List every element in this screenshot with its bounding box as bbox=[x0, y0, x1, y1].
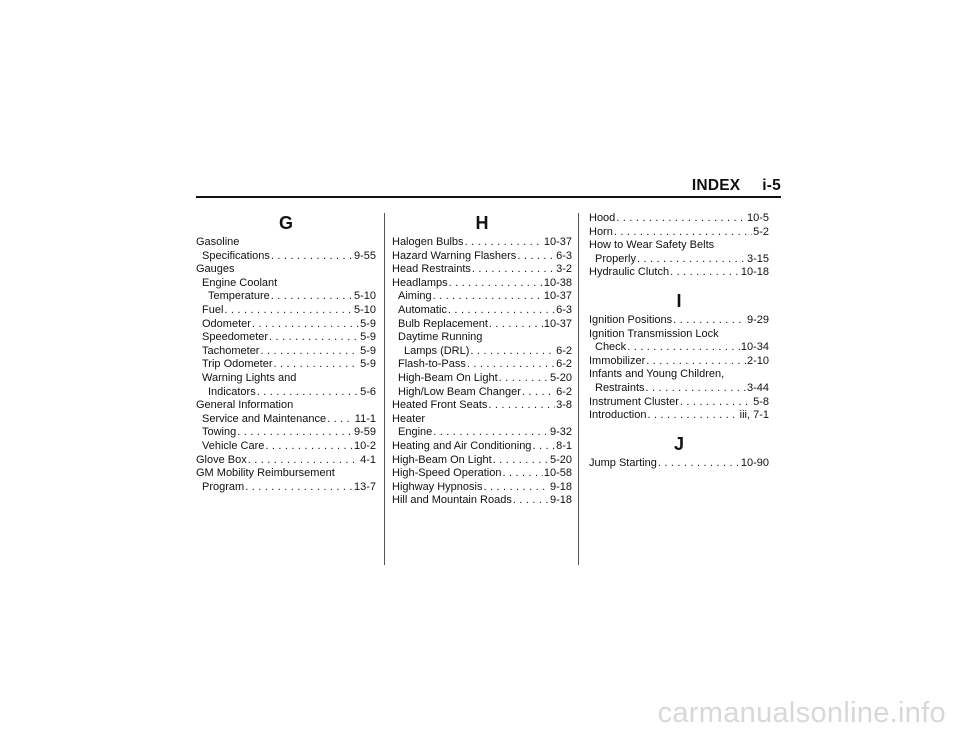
entry-label: Properly bbox=[595, 252, 636, 265]
entry-page-ref: 3-15 bbox=[746, 252, 769, 265]
entry-page-ref: 9-18 bbox=[549, 494, 572, 507]
entry-page-ref: 8-1 bbox=[556, 439, 572, 452]
dot-leader bbox=[274, 358, 360, 372]
entry-label: Gauges bbox=[196, 263, 235, 276]
entry-label: Indicators bbox=[208, 385, 256, 398]
entry-label: Engine Coolant bbox=[202, 276, 278, 289]
index-entry bbox=[589, 341, 769, 355]
dot-leader bbox=[614, 226, 752, 240]
dot-leader bbox=[489, 318, 543, 332]
index-entry bbox=[196, 481, 376, 495]
entry-label: Daytime Running bbox=[398, 331, 483, 344]
column-divider bbox=[384, 213, 385, 565]
dot-leader bbox=[627, 341, 740, 355]
entry-label: Hydraulic Clutch bbox=[589, 266, 670, 279]
index-entry bbox=[589, 314, 769, 328]
index-entry bbox=[196, 386, 376, 400]
entry-page-ref: 10-34 bbox=[740, 341, 769, 354]
entry-label: Gasoline bbox=[196, 236, 240, 248]
dot-leader bbox=[245, 481, 353, 495]
index-entry bbox=[392, 263, 572, 277]
entry-page-ref: 9-18 bbox=[549, 480, 572, 493]
entry-label: Warning Lights and bbox=[202, 371, 297, 384]
entry-label: Highway Hypnosis bbox=[392, 480, 483, 493]
entry-label: Towing bbox=[202, 426, 237, 439]
entry-label: Trip Odometer bbox=[202, 358, 273, 371]
index-entry bbox=[196, 358, 376, 372]
index-entry bbox=[392, 426, 572, 440]
entry-page-ref: 10-58 bbox=[543, 467, 572, 480]
entry-page-ref: 5-9 bbox=[360, 317, 376, 330]
dot-leader bbox=[647, 409, 738, 423]
entry-label: Hazard Warning Flashers bbox=[392, 249, 517, 262]
entry-label: GM Mobility Reimbursement bbox=[196, 467, 335, 480]
entry-label: Tachometer bbox=[202, 344, 260, 357]
entry-page-ref: 9-32 bbox=[549, 426, 572, 439]
entry-page-ref: 6-2 bbox=[556, 358, 572, 371]
index-entry bbox=[196, 290, 376, 304]
entry-label: Instrument Cluster bbox=[589, 395, 679, 408]
dot-leader bbox=[499, 372, 549, 386]
dot-leader bbox=[658, 457, 740, 471]
entry-label: High-Beam On Light bbox=[398, 371, 498, 384]
index-entry bbox=[392, 345, 572, 359]
dot-leader bbox=[449, 277, 543, 291]
entry-label: High/Low Beam Changer bbox=[398, 385, 521, 398]
entry-page-ref: 9-59 bbox=[353, 426, 376, 439]
index-entry bbox=[589, 328, 769, 342]
entry-label: Horn bbox=[589, 225, 613, 238]
dot-leader bbox=[637, 253, 746, 267]
dot-leader bbox=[257, 386, 359, 400]
entry-page-ref: 10-2 bbox=[353, 439, 376, 452]
entry-label: Service and Maintenance bbox=[202, 412, 327, 425]
entry-page-ref: 9-55 bbox=[353, 249, 376, 262]
dot-leader bbox=[470, 345, 555, 359]
entry-page-ref: 6-3 bbox=[556, 303, 572, 316]
entry-label: Flash-to-Pass bbox=[398, 358, 466, 371]
index-entry bbox=[392, 331, 572, 345]
entry-page-ref: 5-9 bbox=[360, 344, 376, 357]
index-entry bbox=[196, 304, 376, 318]
header-rule bbox=[196, 196, 781, 198]
index-entry bbox=[392, 467, 572, 481]
index-entry bbox=[392, 236, 572, 250]
entry-label: Heater bbox=[392, 412, 426, 425]
page-number: i-5 bbox=[762, 177, 781, 194]
index-entry bbox=[589, 382, 769, 396]
dot-leader bbox=[680, 396, 752, 410]
index-entry bbox=[589, 212, 769, 226]
index-entry bbox=[392, 304, 572, 318]
entry-page-ref: 5-6 bbox=[360, 385, 376, 398]
dot-leader bbox=[433, 426, 549, 440]
entry-label: Odometer bbox=[202, 317, 251, 330]
entry-page-ref: 3-2 bbox=[556, 263, 572, 276]
entry-page-ref: 6-2 bbox=[556, 344, 572, 357]
index-entry bbox=[196, 467, 376, 481]
dot-leader bbox=[448, 304, 555, 318]
dot-leader bbox=[522, 386, 555, 400]
entry-label: Engine bbox=[398, 426, 433, 439]
dot-leader bbox=[517, 250, 555, 264]
index-entry bbox=[392, 358, 572, 372]
index-entry bbox=[196, 413, 376, 427]
dot-leader bbox=[260, 345, 359, 359]
watermark: carmanualsonline.info bbox=[657, 697, 946, 729]
index-entry bbox=[392, 399, 572, 413]
entry-page-ref: 6-3 bbox=[556, 249, 572, 262]
entry-label: Glove Box bbox=[196, 453, 247, 466]
entry-label: Head Restraints bbox=[392, 263, 471, 276]
entry-label: Lamps (DRL) bbox=[404, 344, 470, 357]
entry-page-ref: 3-44 bbox=[746, 381, 769, 394]
entry-label: Infants and Young Children, bbox=[589, 368, 725, 381]
dot-leader bbox=[269, 331, 359, 345]
index-entry bbox=[392, 290, 572, 304]
section-title: INDEX bbox=[691, 177, 741, 194]
entry-label: Specifications bbox=[202, 249, 270, 262]
entry-label: Fuel bbox=[202, 303, 224, 316]
dot-leader bbox=[493, 454, 549, 468]
entry-label: Check bbox=[595, 341, 627, 354]
entry-page-ref: 5-9 bbox=[360, 331, 376, 344]
entry-page-ref: 10-38 bbox=[543, 276, 572, 289]
dot-leader bbox=[265, 440, 353, 454]
dot-leader bbox=[513, 494, 549, 508]
index-entry bbox=[392, 481, 572, 495]
dot-leader bbox=[467, 358, 555, 372]
dot-leader bbox=[465, 236, 543, 250]
index-entry bbox=[196, 372, 376, 386]
entry-page-ref: 3-8 bbox=[556, 399, 572, 412]
entry-label: Hood bbox=[589, 212, 616, 224]
entry-label: Hill and Mountain Roads bbox=[392, 494, 512, 507]
dot-leader bbox=[483, 481, 548, 495]
entry-page-ref: 5-10 bbox=[353, 290, 376, 303]
entry-label: Aiming bbox=[398, 290, 432, 303]
index-column-2 bbox=[392, 212, 572, 508]
entry-page-ref: 4-1 bbox=[360, 453, 376, 466]
dot-leader bbox=[670, 266, 740, 280]
entry-label: Speedometer bbox=[202, 331, 269, 344]
index-entry bbox=[392, 413, 572, 427]
entry-label: General Information bbox=[196, 399, 294, 412]
index-entry bbox=[392, 440, 572, 454]
index-entry bbox=[196, 345, 376, 359]
entry-label: Halogen Bulbs bbox=[392, 236, 464, 248]
entry-page-ref: 2-10 bbox=[746, 354, 769, 367]
index-letter-heading: H bbox=[475, 213, 489, 233]
entry-label: Restraints bbox=[595, 381, 645, 394]
entry-label: High-Speed Operation bbox=[392, 467, 502, 480]
entry-page-ref: 10-37 bbox=[543, 236, 572, 248]
index-entry bbox=[392, 250, 572, 264]
index-entry bbox=[196, 236, 376, 250]
entry-page-ref: 10-37 bbox=[543, 317, 572, 330]
entry-page-ref: iii, 7-1 bbox=[739, 409, 769, 422]
index-letter-heading: G bbox=[278, 213, 293, 233]
index-entry bbox=[196, 277, 376, 291]
index-entry bbox=[589, 457, 769, 471]
entry-page-ref: 5-8 bbox=[753, 395, 769, 408]
index-entry bbox=[589, 355, 769, 369]
index-letter-heading: I bbox=[676, 290, 682, 311]
dot-leader bbox=[237, 426, 353, 440]
dot-leader bbox=[224, 304, 353, 318]
column-divider bbox=[578, 213, 579, 565]
dot-leader bbox=[502, 467, 542, 481]
entry-label: Program bbox=[202, 480, 245, 493]
entry-page-ref: 5-9 bbox=[360, 358, 376, 371]
index-entry bbox=[589, 253, 769, 267]
dot-leader bbox=[327, 413, 354, 427]
entry-label: Temperature bbox=[208, 290, 270, 303]
dot-leader bbox=[248, 454, 359, 468]
index-entry bbox=[196, 426, 376, 440]
index-entry bbox=[196, 454, 376, 468]
entry-page-ref: 5-10 bbox=[353, 303, 376, 316]
dot-leader bbox=[646, 355, 746, 369]
dot-leader bbox=[673, 314, 746, 328]
entry-label: Headlamps bbox=[392, 276, 448, 289]
index-entry bbox=[196, 399, 376, 413]
entry-page-ref: 5-20 bbox=[549, 371, 572, 384]
entry-label: Ignition Transmission Lock bbox=[589, 327, 719, 340]
entry-label: Heating and Air Conditioning bbox=[392, 439, 532, 452]
dot-leader bbox=[271, 250, 353, 264]
index-letter-heading: J bbox=[673, 433, 684, 454]
dot-leader bbox=[532, 440, 555, 454]
entry-label: Bulb Replacement bbox=[398, 317, 488, 330]
index-entry bbox=[589, 409, 769, 423]
index-entry bbox=[589, 226, 769, 240]
dot-leader bbox=[252, 318, 359, 332]
dot-leader bbox=[472, 263, 555, 277]
index-entry bbox=[589, 396, 769, 410]
entry-label: Automatic bbox=[398, 303, 447, 316]
entry-page-ref: 11-1 bbox=[354, 412, 376, 425]
entry-label: Heated Front Seats bbox=[392, 399, 488, 412]
dot-leader bbox=[433, 290, 543, 304]
entry-label: Jump Starting bbox=[589, 456, 657, 469]
index-entry bbox=[392, 372, 572, 386]
index-entry bbox=[196, 263, 376, 277]
entry-page-ref: 9-29 bbox=[746, 313, 769, 326]
dot-leader bbox=[488, 399, 555, 413]
index-entry bbox=[589, 266, 769, 280]
dot-leader bbox=[646, 382, 746, 396]
index-column-3 bbox=[589, 212, 769, 470]
entry-label: Ignition Positions bbox=[589, 313, 673, 326]
index-entry bbox=[392, 277, 572, 291]
index-entry bbox=[392, 386, 572, 400]
index-entry bbox=[392, 318, 572, 332]
index-entry bbox=[196, 331, 376, 345]
entry-label: High-Beam On Light bbox=[392, 453, 492, 466]
entry-page-ref: 5-2 bbox=[753, 225, 769, 238]
entry-page-ref: 10-90 bbox=[740, 456, 769, 469]
dot-leader bbox=[271, 290, 353, 304]
index-entry bbox=[589, 368, 769, 382]
entry-page-ref: 10-18 bbox=[740, 266, 769, 279]
entry-label: Immobilizer bbox=[589, 354, 646, 367]
entry-page-ref: 6-2 bbox=[556, 385, 572, 398]
entry-page-ref: 5-20 bbox=[549, 453, 572, 466]
entry-label: How to Wear Safety Belts bbox=[589, 239, 715, 252]
entry-label: Introduction bbox=[589, 409, 647, 422]
index-entry bbox=[392, 494, 572, 508]
entry-page-ref: 13-7 bbox=[353, 480, 376, 493]
entry-label: Vehicle Care bbox=[202, 439, 265, 452]
index-column-1 bbox=[196, 212, 376, 494]
index-entry bbox=[196, 250, 376, 264]
index-entry bbox=[392, 454, 572, 468]
dot-leader bbox=[616, 212, 746, 226]
index-entry bbox=[196, 318, 376, 332]
page-header bbox=[196, 176, 781, 196]
index-entry bbox=[589, 239, 769, 253]
entry-page-ref: 10-37 bbox=[543, 290, 572, 303]
entry-page-ref: 10-5 bbox=[746, 212, 769, 224]
index-entry bbox=[196, 440, 376, 454]
